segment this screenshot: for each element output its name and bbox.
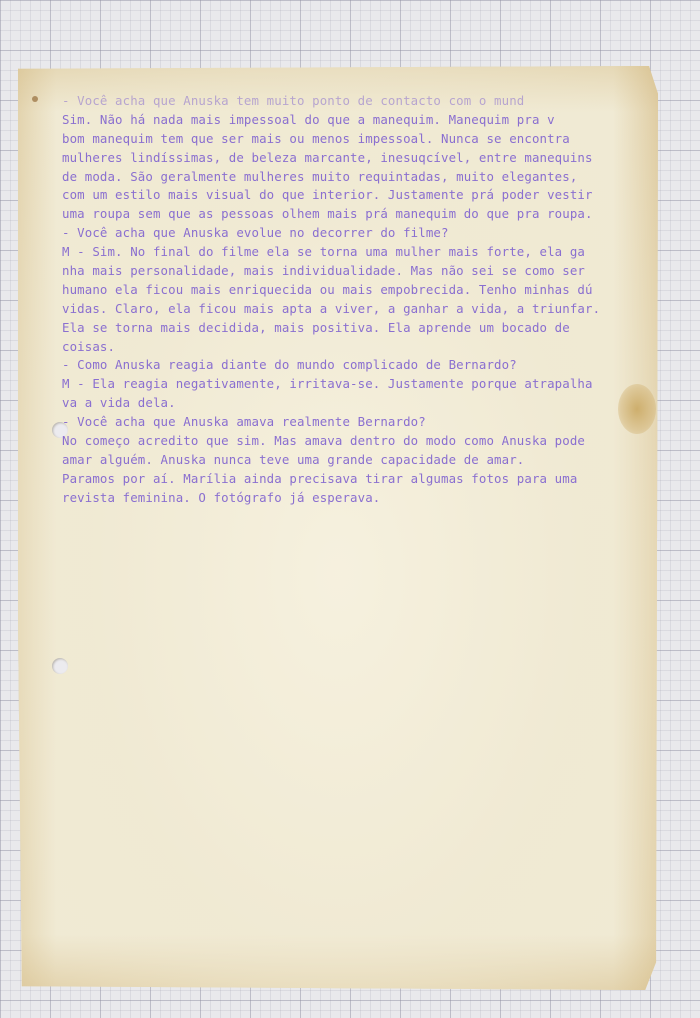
rust-spot [32, 96, 38, 102]
text-line: uma roupa sem que as pessoas olhem mais prá manequim do que pra roupa. [62, 206, 593, 222]
text-line: - Como Anuska reagia diante do mundo complicado de Bernardo? [62, 357, 517, 373]
text-line: amar alguém. Anuska nunca teve uma grande capacidade de amar. [62, 451, 525, 467]
text-line: coisas. [62, 338, 116, 354]
text-line: - Você acha que Anuska amava realmente Bernardo? [62, 414, 426, 430]
text-line: mulheres lindíssimas, de beleza marcante, inesuqcível, entre manequins [62, 149, 593, 165]
text-line: - Você acha que Anuska evolue no decorrer do filme? [62, 225, 449, 241]
text-line: com um estilo mais visual do que interior. Justamente prá poder vestir [62, 187, 593, 203]
text-line: nha mais personalidade, mais individualidade. Mas não sei se como ser [62, 263, 586, 279]
text-line: Ela se torna mais decidida, mais positiva. Ela aprende um bocado de [62, 319, 570, 335]
text-line: va a vida dela. [62, 395, 176, 411]
text-line: M - Sim. No final do filme ela se torna uma mulher mais forte, ela ga [62, 244, 586, 260]
punch-hole [52, 658, 68, 674]
text-line: M - Ela reagia negativamente, irritava-se. Justamente porque atrapalha [62, 376, 593, 392]
text-line: bom manequim tem que ser mais ou menos impessoal. Nunca se encontra [62, 130, 570, 146]
text-line: Sim. Não há nada mais impessoal do que a manequim. Manequim pra v [62, 111, 555, 127]
text-line: Paramos por aí. Marília ainda precisava tirar algumas fotos para uma [62, 470, 578, 486]
text-line: de moda. São geralmente mulheres muito requintadas, muito elegantes, [62, 168, 578, 184]
text-line: No começo acredito que sim. Mas amava dentro do modo como Anuska pode [62, 433, 586, 449]
text-line: - Você acha que Anuska tem muito ponto de contacto com o mund [62, 93, 525, 108]
text-line: humano ela ficou mais enriquecida ou mais empobrecida. Tenho minhas dú [62, 281, 593, 297]
text-line: revista feminina. O fotógrafo já esperava. [62, 489, 381, 505]
text-line: vidas. Claro, ela ficou mais apta a viver, a ganhar a vida, a triunfar. [62, 300, 601, 316]
typewritten-text [62, 92, 632, 508]
